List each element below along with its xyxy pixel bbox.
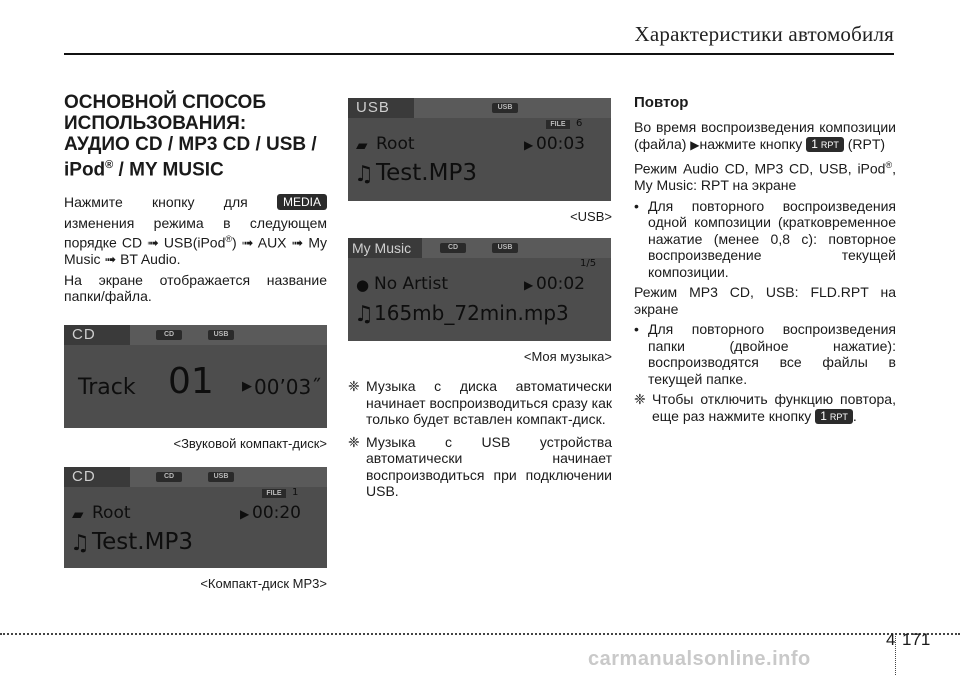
reg-mark: ® bbox=[105, 159, 114, 171]
repeat-heading: Повтор bbox=[634, 94, 689, 111]
column-3 bbox=[634, 92, 896, 430]
folder-name: Root bbox=[376, 134, 415, 154]
artist-icon: ● bbox=[356, 276, 370, 294]
mode-label: CD bbox=[64, 325, 130, 345]
screen-audio-cd bbox=[64, 325, 327, 428]
display-info: На экране отображается название папки/файла. bbox=[64, 271, 327, 305]
screen-usb bbox=[348, 98, 611, 201]
instruction-text: Нажмите кнопку для bbox=[64, 194, 248, 211]
heading-line-3: АУДИО CD / MP3 CD / USB / bbox=[64, 134, 317, 155]
usb-chip: USB bbox=[208, 472, 234, 482]
media-key: MEDIA bbox=[277, 194, 327, 210]
track-time: 00’03˝ bbox=[254, 374, 322, 399]
note-text: Музыка с диска автоматически начинает воспроизводиться сразу как только будет вставлен компакт-диск. bbox=[366, 378, 612, 427]
header-title: Характеристики автомобиля bbox=[634, 22, 894, 46]
file-number: 6 bbox=[576, 118, 583, 129]
play-icon: ▶ bbox=[242, 378, 252, 394]
usb-chip: USB bbox=[492, 103, 518, 113]
rpt-key-label: RPT bbox=[820, 139, 839, 150]
usb-chip: USB bbox=[208, 330, 234, 340]
music-note-icon: ♫ bbox=[70, 530, 90, 556]
caption-mp3-cd: <Компакт-диск MP3> bbox=[200, 575, 327, 591]
heading-line-4 bbox=[64, 155, 327, 180]
cd-chip: CD bbox=[156, 330, 182, 340]
note-usb-autoplay bbox=[348, 434, 612, 500]
file-tag: FILE bbox=[262, 489, 286, 498]
instruction-text: Во время воспроизведения композиции (файла) bbox=[634, 119, 896, 152]
mode-order bbox=[64, 215, 327, 268]
file-name: Test.MP3 bbox=[92, 528, 193, 555]
section-heading bbox=[64, 92, 327, 180]
track-time: 00:20 bbox=[252, 502, 301, 523]
heading-line-1: ОСНОВНОЙ СПОСОБ bbox=[64, 92, 266, 113]
heading-line-2: ИСПОЛЬЗОВАНИЯ: bbox=[64, 113, 247, 134]
play-icon: ▶ bbox=[524, 138, 534, 152]
screen-mp3-cd bbox=[64, 467, 327, 568]
bullet-text: Для повторного воспроизведения одной композиции (кратковременное нажатие (менее 0,8 с): повторное воспроизведение текущей композиции. bbox=[648, 197, 896, 280]
rpt-key-number: 1 bbox=[811, 136, 818, 151]
bullet-icon: • bbox=[634, 321, 639, 338]
track-number: 01 bbox=[168, 360, 214, 402]
heading-tail: / MY MUSIC bbox=[113, 159, 224, 181]
note-text-end: . bbox=[852, 407, 857, 424]
mode-text-end: , My Music: RPT на экране bbox=[634, 160, 896, 194]
order-text: изменения режима в следующем порядке CD ➟ USB(iPod bbox=[64, 214, 327, 251]
bullet-text: Для повторного воспроизведения папки (двойное нажатие): воспроизводятся все файлы в текущей папке. bbox=[648, 321, 896, 387]
track-label: Track bbox=[78, 374, 136, 400]
play-icon: ▶ bbox=[690, 137, 700, 152]
mode-label: USB bbox=[348, 98, 414, 118]
heading-ipod: iPod bbox=[64, 159, 106, 181]
column-2 bbox=[348, 98, 612, 506]
track-time: 00:03 bbox=[536, 134, 585, 154]
caption-my-music: <Моя музыка> bbox=[523, 349, 612, 364]
rpt-key bbox=[815, 409, 853, 424]
bullet-single-repeat bbox=[634, 198, 896, 281]
note-disable-repeat bbox=[634, 391, 896, 424]
page-number: 171 bbox=[902, 630, 931, 649]
mode-instruction bbox=[64, 194, 327, 211]
cd-chip: CD bbox=[440, 243, 466, 253]
screen-my-music bbox=[348, 238, 611, 341]
mode-text: Режим Audio CD, MP3 CD, USB, iPod bbox=[634, 160, 886, 177]
artist-name: No Artist bbox=[374, 274, 449, 294]
reg-mark: ® bbox=[885, 160, 893, 170]
mode-line-1 bbox=[634, 157, 896, 194]
usb-chip: USB bbox=[492, 243, 518, 253]
file-number: 1 bbox=[292, 486, 299, 498]
music-note-icon: ♫ bbox=[354, 302, 374, 327]
rpt-key-label: RPT bbox=[829, 411, 848, 422]
notes-block bbox=[348, 378, 612, 500]
file-tag: FILE bbox=[546, 120, 570, 129]
reg-mark: ® bbox=[225, 234, 233, 245]
instruction-text-2: нажмите кнопку bbox=[699, 135, 803, 152]
note-text: Чтобы отключить функцию повтора, еще раз нажмите кнопку bbox=[652, 391, 896, 424]
play-icon: ▶ bbox=[240, 506, 250, 521]
rpt-key bbox=[806, 137, 844, 152]
note-mark-icon: ❈ bbox=[348, 378, 360, 394]
bullet-icon: • bbox=[634, 197, 639, 214]
track-time: 00:02 bbox=[536, 274, 585, 294]
note-text: Музыка с USB устройства автоматически начинает воспроизводиться при подключении USB. bbox=[366, 433, 612, 499]
folder-icon: ▰ bbox=[72, 504, 84, 523]
track-count: 1/5 bbox=[580, 258, 597, 269]
caption-usb: <USB> bbox=[570, 209, 612, 224]
caption-audio-cd: <Звуковой компакт-диск> bbox=[173, 435, 327, 451]
play-icon: ▶ bbox=[524, 278, 534, 292]
folder-name: Root bbox=[92, 502, 131, 523]
rpt-key-number: 1 bbox=[820, 408, 827, 423]
note-mark-icon: ❈ bbox=[348, 433, 360, 450]
instruction-text-3: (RPT) bbox=[847, 135, 886, 152]
mode-label: CD bbox=[64, 467, 130, 487]
file-name: Test.MP3 bbox=[376, 160, 477, 186]
note-mark-icon: ❈ bbox=[634, 391, 646, 408]
folder-icon: ▰ bbox=[356, 136, 368, 154]
header-rule bbox=[64, 53, 894, 55]
note-cd-autoplay bbox=[348, 378, 612, 428]
watermark: carmanualsonline.info bbox=[588, 648, 811, 670]
file-name: 165mb_72min.mp3 bbox=[374, 301, 569, 325]
cd-chip: CD bbox=[156, 472, 182, 482]
footer-rule bbox=[0, 633, 960, 635]
chapter-number: 4 bbox=[886, 630, 896, 649]
mode-line-2: Режим MP3 CD, USB: FLD.RPT на экране bbox=[634, 284, 896, 317]
repeat-instruction bbox=[634, 119, 896, 153]
order-text-end: ) ➟ AUX ➟ My Music ➟ BT Audio. bbox=[64, 234, 327, 268]
music-note-icon: ♫ bbox=[354, 162, 374, 187]
bullet-folder-repeat bbox=[634, 321, 896, 387]
mode-label: My Music bbox=[348, 238, 422, 258]
column-1 bbox=[64, 92, 327, 591]
